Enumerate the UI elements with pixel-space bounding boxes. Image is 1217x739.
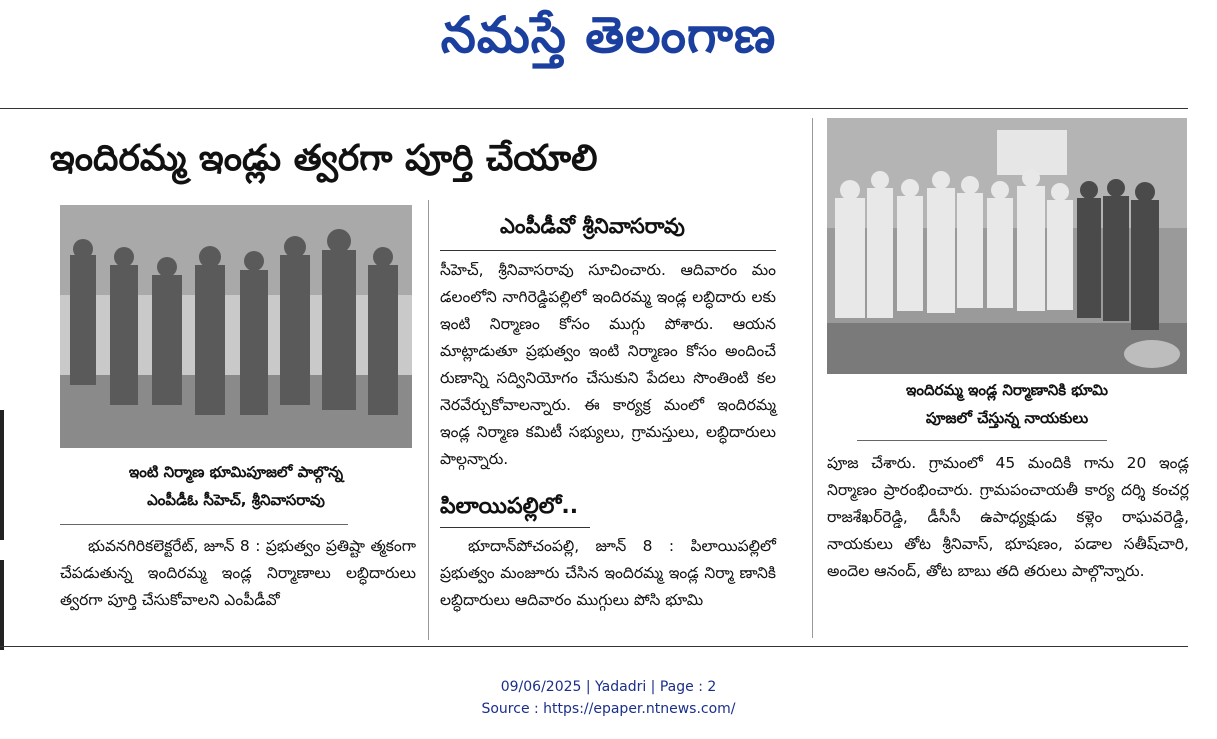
left-crop-mark xyxy=(0,560,4,650)
column2-paragraph: సీహెచ్‌, శ్రీనివాసరావు సూచించారు. ఆదివారం మం డలంలోని నాగిరెడ్డిపల్లిలో ఇందిరమ్మ ఇండ్ల లబ్ధిదారు లకు ఇంటి నిర్మాణం కోసం ముగ్గు పోశారు. ఆయన మాట్లాడుతూ ప్రభుత్వం ఇంటి నిర్మాణం కోసం అందించే రుణాన్ని సద్వినియోగం చేసుకుని పేదలు సొంతింటి కల నెరవేర్చుకోవాలన్నారు. ఈ కార్యక్ర మంలో ఇందిరమ్మ ఇండ్ల నిర్మాణ కమిటీ సభ్యులు, గ్రామస్తులు, లబ్ధిదారులు పాల్గన్నారు. xyxy=(440,261,776,468)
photo-placeholder-icon xyxy=(60,205,412,448)
caption-rule xyxy=(60,524,348,525)
footer-date-edition: 09/06/2025 | Yadadri | Page : 2 xyxy=(500,679,717,695)
crosshead-rule xyxy=(440,527,590,528)
masthead xyxy=(0,0,1217,80)
column1-text xyxy=(60,533,416,614)
photo-placeholder-icon xyxy=(827,118,1187,374)
byline: ఎంపీడీవో శ్రీనివాసరావు xyxy=(500,214,685,238)
top-rule xyxy=(0,108,1188,109)
page-footer xyxy=(0,676,1217,720)
column2-paragraph-b: భూదాన్‌పోచంపల్లి, జూన్‌ 8 : పిలాయిపల్లిలో ప్రభుత్వం మంజూరు చేసిన ఇందిరమ్మ ఇండ్ల నిర్మా ణానికి లబ్ధిదారులు ఆదివారం ముగ్గులు పోసి భూమి xyxy=(440,537,776,609)
column3-text xyxy=(827,450,1189,585)
article-photo-bhoomi-pooja xyxy=(60,205,412,448)
photo2-caption xyxy=(827,376,1187,432)
column1-paragraph: భువనగిరికలెక్టరేట్‌, జూన్‌ 8 : ప్రభుత్వం ప్రతిష్టా త్మకంగా చేపడుతున్న ఇందిరమ్మ ఇండ్ల నిర్మాణాలు లబ్ధిదారులు త్వరగా పూర్తి చేసుకోవాలని ఎంపీడీవో xyxy=(60,537,416,609)
photo1-caption-line: ఇంటి నిర్మాణ భూమిపూజలో పాల్గొన్న xyxy=(128,463,344,481)
column2-text-b xyxy=(440,533,776,614)
photo2-caption-line: ఇందిరమ్మ ఇండ్ల నిర్మాణానికి భూమి xyxy=(906,381,1108,399)
article-headline: ఇందిరమ్మ ఇండ్లు త్వరగా పూర్తి చేయాలి xyxy=(50,138,598,179)
column3-paragraph: పూజ చేశారు. గ్రామంలో 45 మందికి గాను 20 ఇండ్ల నిర్మాణం ప్రారంభించారు. గ్రామపంచాయతీ కార్య దర్శి కంచర్ల రాజశేఖర్‌రెడ్డి, డీసీసీ ఉపాధ్యక్షుడు కళ్లెం రాఘవరెడ్డి, నాయకులు తోట శ్రీనివాస్‌, భూషణం, పడాల సతీష్‌చారి, అందెల ఆనంద్‌, తోట బాబు తది తరులు పాల్గొన్నారు. xyxy=(827,454,1189,580)
masthead-title: నమస్తే తెలంగాణ xyxy=(440,6,777,64)
caption-rule xyxy=(857,440,1107,441)
column2-text xyxy=(440,257,776,473)
bottom-rule xyxy=(0,646,1188,647)
column-divider xyxy=(812,118,813,638)
photo1-caption-line: ఎంపీడీఓ సీహెచ్‌, శ్రీనివాసరావు xyxy=(147,491,325,509)
photo1-caption xyxy=(60,458,412,514)
column-divider xyxy=(428,200,429,640)
article-photo-leaders xyxy=(827,118,1187,374)
byline-rule xyxy=(440,250,776,251)
photo2-caption-line: పూజలో చేస్తున్న నాయకులు xyxy=(925,409,1089,427)
footer-source-link[interactable]: Source : https://epaper.ntnews.com/ xyxy=(481,701,736,717)
left-crop-mark xyxy=(0,410,4,540)
crosshead: పిలాయిపల్లిలో.. xyxy=(440,494,579,519)
